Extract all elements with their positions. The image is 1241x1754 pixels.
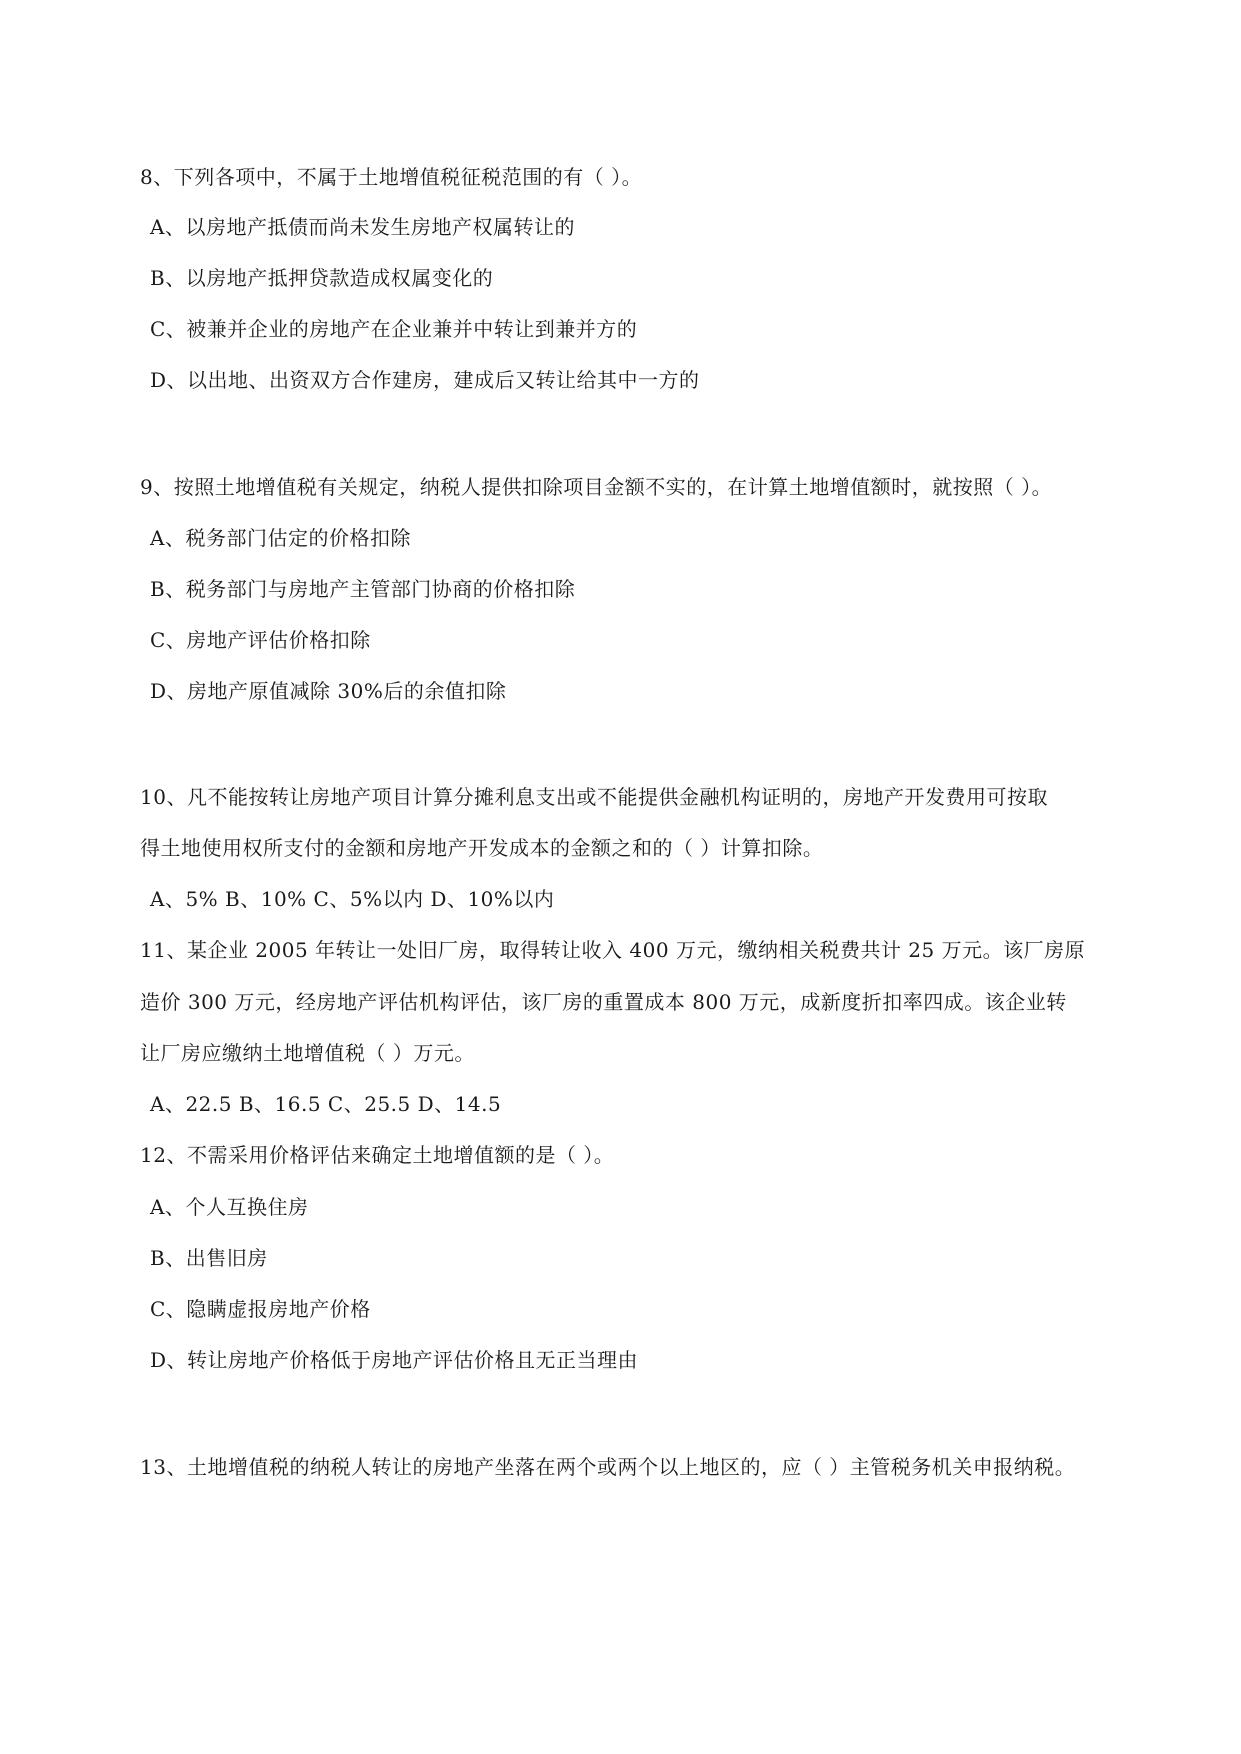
- question-10-stem-line-2: 得土地使用权所支付的金额和房地产开发成本的金额之和的（ ）计算扣除。: [140, 836, 824, 860]
- question-8-option-b: B、以房地产抵押贷款造成权属变化的: [150, 266, 494, 290]
- question-12-option-a: A、个人互换住房: [150, 1195, 309, 1219]
- question-9-option-b: B、税务部门与房地产主管部门协商的价格扣除: [150, 577, 576, 601]
- question-8-option-d: D、以出地、出资双方合作建房，建成后又转让给其中一方的: [150, 368, 700, 392]
- question-9-option-c: C、房地产评估价格扣除: [150, 628, 371, 652]
- question-9-option-a: A、税务部门估定的价格扣除: [150, 526, 411, 550]
- question-11-stem-line-1: 11、某企业 2005 年转让一处旧厂房，取得转让收入 400 万元，缴纳相关税费共计 25 万元。该厂房原: [140, 938, 1086, 962]
- question-13-stem: 13、土地增值税的纳税人转让的房地产坐落在两个或两个以上地区的，应（ ）主管税务机关申报纳税。: [140, 1455, 1076, 1479]
- question-12-option-c: C、隐瞒虚报房地产价格: [150, 1297, 371, 1321]
- question-8-option-c: C、被兼并企业的房地产在企业兼并中转让到兼并方的: [150, 317, 638, 341]
- question-12-option-d: D、转让房地产价格低于房地产评估价格且无正当理由: [150, 1348, 639, 1372]
- question-12-stem: 12、不需采用价格评估来确定土地增值额的是（ ）。: [140, 1143, 615, 1167]
- question-8-option-a: A、以房地产抵债而尚未发生房地产权属转让的: [150, 215, 575, 239]
- question-10-stem-line-1: 10、凡不能按转让房地产项目计算分摊利息支出或不能提供金融机构证明的，房地产开发费用可按取: [140, 785, 1048, 809]
- question-9-option-d: D、房地产原值减除 30%后的余值扣除: [150, 679, 507, 703]
- question-11-stem-line-2: 造价 300 万元，经房地产评估机构评估，该厂房的重置成本 800 万元，成新度折扣率四成。该企业转: [140, 990, 1067, 1014]
- question-11-stem-line-3: 让厂房应缴纳土地增值税（ ）万元。: [140, 1041, 475, 1065]
- question-9-stem: 9、按照土地增值税有关规定，纳税人提供扣除项目金额不实的，在计算土地增值额时，就按照（ ）。: [140, 475, 1053, 499]
- question-11-options: A、22.5 B、16.5 C、25.5 D、14.5: [150, 1092, 502, 1116]
- question-8-stem: 8、下列各项中，不属于土地增值税征税范围的有（ ）。: [140, 165, 643, 189]
- question-10-options: A、5% B、10% C、5%以内 D、10%以内: [150, 887, 555, 911]
- question-12-option-b: B、出售旧房: [150, 1246, 268, 1270]
